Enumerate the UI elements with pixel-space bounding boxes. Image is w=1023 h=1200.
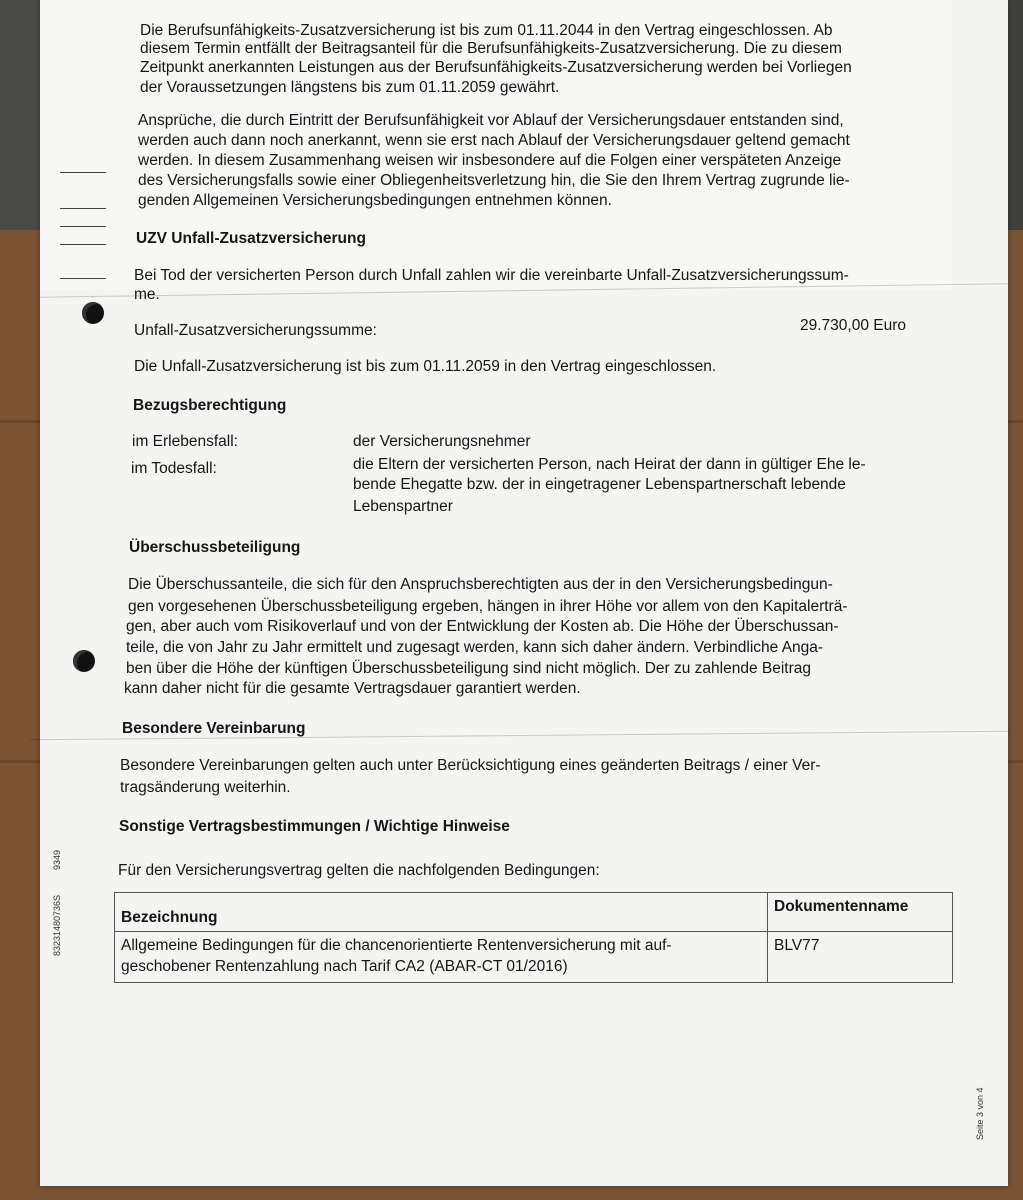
text-line: des Versicherungsfalls sowie einer Obliegenheitsverletzung hin, die Sie den Ihrem Vertrag zugrunde lie- xyxy=(138,172,850,189)
documents-table xyxy=(114,892,953,983)
survival-label: im Erlebensfall: xyxy=(132,433,238,450)
text-line: der Voraussetzungen längstens bis zum 01.11.2059 gewährt. xyxy=(140,79,560,96)
beneficiary-heading: Bezugsberechtigung xyxy=(133,397,287,414)
table-cell xyxy=(115,932,768,983)
text-line: ben über die Höhe der künftigen Überschussbeteiligung sind nicht möglich. Der zu zahlende Beitrag xyxy=(126,660,811,677)
margin-mark xyxy=(60,226,106,227)
table-header-cell xyxy=(768,893,953,932)
page-number: Seite 3 von 4 xyxy=(975,1087,985,1140)
text-line: Ansprüche, die durch Eintritt der Berufsunfähigkeit vor Ablauf der Versicherungsdauer entstanden sind, xyxy=(138,112,844,129)
text-line: werden. In diesem Zusammenhang weisen wir insbesondere auf die Folgen einer verspäteten Anzeige xyxy=(138,152,842,169)
uzv-sum-label: Unfall-Zusatzversicherungssumme: xyxy=(134,322,377,339)
text-line: Die Überschussanteile, die sich für den Anspruchsberechtigten aus der in den Versicherungsbedingun- xyxy=(128,576,833,593)
surplus-heading: Überschussbeteiligung xyxy=(129,539,301,556)
table-cell xyxy=(768,932,953,983)
table-header-cell xyxy=(115,893,768,932)
text-line: geschobener Rentenzahlung nach Tarif CA2 (ABAR-CT 01/2016) xyxy=(121,958,568,975)
punch-hole xyxy=(73,650,95,672)
text-line: gen, aber auch vom Risikoverlauf und von der Entwicklung der Kosten ab. Die Höhe der Überschussan- xyxy=(126,618,839,635)
survival-value: der Versicherungsnehmer xyxy=(353,433,531,450)
special-heading: Besondere Vereinbarung xyxy=(122,720,306,737)
death-value-line: Lebenspartner xyxy=(353,498,453,515)
table-row xyxy=(115,932,953,983)
text-line: gen vorgesehenen Überschussbeteiligung ergeben, hängen in ihrer Höhe vor allem von den Kapitalerträ- xyxy=(128,598,848,615)
text-line: werden auch dann noch anerkannt, wenn sie erst nach Ablauf der Versicherungsdauer geltend gemacht xyxy=(138,132,850,149)
other-heading: Sonstige Vertragsbestimmungen / Wichtige Hinweise xyxy=(119,818,510,835)
col-header-dokumentenname: Dokumentenname xyxy=(774,898,909,915)
text-line: diesem Termin entfällt der Beitragsanteil für die Berufsunfähigkeits-Zusatzversicherung. Die zu diesem xyxy=(140,40,842,57)
document-name: BLV77 xyxy=(774,937,820,954)
text-line: Allgemeine Bedingungen für die chancenorientierte Rentenversicherung mit auf- xyxy=(121,937,672,954)
text-line: Die Berufsunfähigkeits-Zusatzversicherung ist bis zum 01.11.2044 in den Vertrag eingeschlossen. Ab xyxy=(140,22,833,39)
text-line: teile, die von Jahr zu Jahr ermittelt und zugesagt werden, kann sich daher ändern. Verbindliche Anga- xyxy=(126,639,824,656)
margin-mark xyxy=(60,244,106,245)
death-value-line: bende Ehegatte bzw. der in eingetragener Lebenspartnerschaft lebende xyxy=(353,476,846,493)
col-header-bezeichnung: Bezeichnung xyxy=(121,909,218,926)
margin-mark xyxy=(60,278,106,279)
side-code: 9349 xyxy=(52,849,62,870)
table-header-row xyxy=(115,893,953,932)
uzv-heading: UZV Unfall-Zusatzversicherung xyxy=(136,230,366,247)
text-line: genden Allgemeinen Versicherungsbedingungen entnehmen können. xyxy=(138,192,612,209)
text-line: Bei Tod der versicherten Person durch Unfall zahlen wir die vereinbarte Unfall-Zusatzversicherungssum- xyxy=(134,267,849,284)
side-doc-number: 83231480736S xyxy=(52,894,62,956)
uzv-included: Die Unfall-Zusatzversicherung ist bis zum 01.11.2059 in den Vertrag eingeschlossen. xyxy=(134,358,717,375)
death-value-line: die Eltern der versicherten Person, nach Heirat der dann in gültiger Ehe le- xyxy=(353,456,866,473)
death-label: im Todesfall: xyxy=(131,460,217,477)
uzv-sum-value: 29.730,00 Euro xyxy=(800,317,907,334)
text-line: tragsänderung weiterhin. xyxy=(120,779,291,796)
text-line: Zeitpunkt anerkannten Leistungen aus der Berufsunfähigkeits-Zusatzversicherung werden bei Vorliegen xyxy=(140,59,852,76)
margin-mark xyxy=(60,172,106,173)
text-line: Besondere Vereinbarungen gelten auch unter Berücksichtigung eines geänderten Beitrags / einer Ver- xyxy=(120,757,821,774)
margin-mark xyxy=(60,208,106,209)
text-line: kann daher nicht für die gesamte Vertragsdauer garantiert werden. xyxy=(124,680,581,697)
text-line: me. xyxy=(134,286,160,303)
punch-hole xyxy=(82,302,104,324)
other-intro: Für den Versicherungsvertrag gelten die nachfolgenden Bedingungen: xyxy=(118,862,600,879)
